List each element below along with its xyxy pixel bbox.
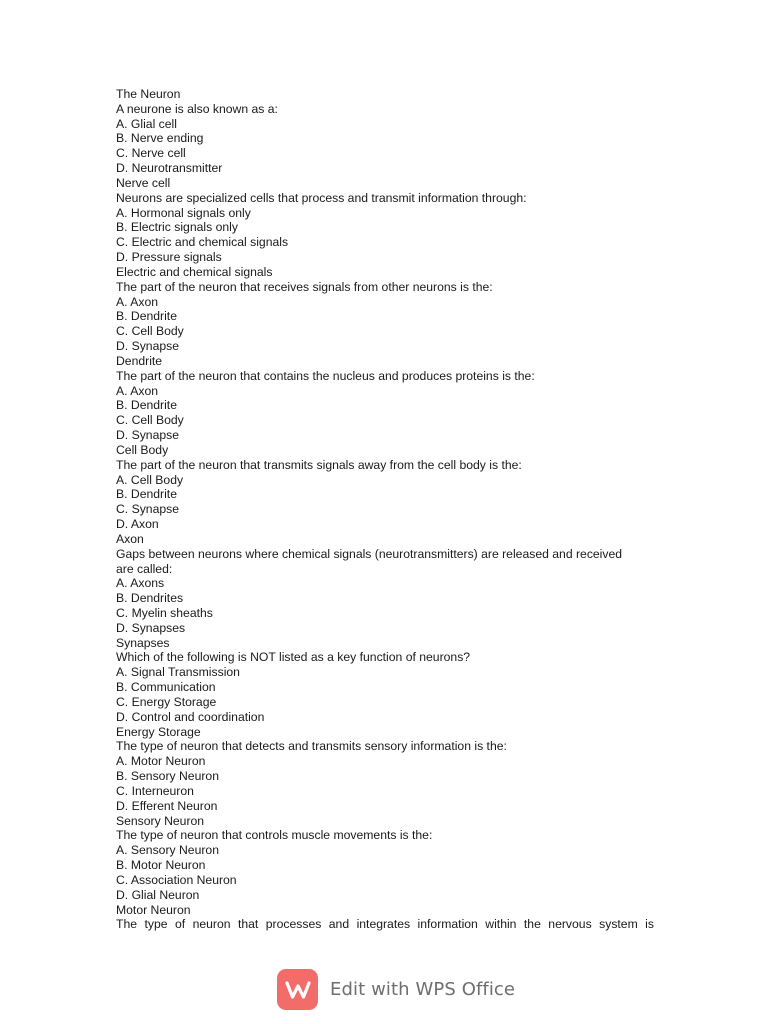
- document-line: Sensory Neuron: [116, 813, 205, 828]
- document-line: D. Synapse: [116, 428, 180, 443]
- document-line: Cell Body: [116, 442, 169, 457]
- document-line: The Neuron: [116, 87, 181, 101]
- document-line: B. Dendrite: [116, 487, 177, 502]
- document-line: The part of the neuron that receives signals from other neurons is the:: [116, 279, 493, 294]
- document-line: B. Sensory Neuron: [116, 769, 219, 784]
- document-line: C. Nerve cell: [116, 146, 186, 161]
- document-line: Dendrite: [116, 353, 163, 368]
- document-line: Energy Storage: [116, 724, 201, 739]
- document-line: The type of neuron that processes and integrates information within the nervous system is: [116, 917, 654, 932]
- document-line: Electric and chemical signals: [116, 264, 273, 279]
- document-line: A. Cell Body: [116, 472, 184, 487]
- wps-edit-banner[interactable]: [277, 969, 515, 1010]
- document-line: C. Electric and chemical signals: [116, 235, 289, 250]
- document-line: The part of the neuron that transmits signals away from the cell body is the:: [116, 457, 522, 472]
- document-line: A. Signal Transmission: [116, 665, 240, 680]
- document-line: A. Motor Neuron: [116, 754, 206, 769]
- document-line: A. Glial cell: [116, 116, 177, 131]
- document-line: B. Dendrite: [116, 398, 177, 413]
- document-line: The type of neuron that detects and transmits sensory information is the:: [116, 739, 507, 754]
- document-line: A. Sensory Neuron: [116, 843, 219, 858]
- document-line: C. Association Neuron: [116, 872, 237, 887]
- document-line: Axon: [116, 531, 144, 546]
- document-line: A neurone is also known as a:: [116, 101, 278, 116]
- document-line: C. Synapse: [116, 502, 180, 517]
- document-line: D. Synapse: [116, 339, 180, 354]
- document-line: D. Synapses: [116, 620, 186, 635]
- document-line: D. Axon: [116, 517, 159, 532]
- document-line: Gaps between neurons where chemical signals (neurotransmitters) are released and received: [116, 546, 623, 561]
- document-body: [116, 87, 654, 932]
- document-line: A. Hormonal signals only: [116, 205, 251, 220]
- document-line: B. Nerve ending: [116, 131, 204, 146]
- document-line: D. Control and coordination: [116, 709, 265, 724]
- document-line: C. Myelin sheaths: [116, 605, 213, 620]
- document-line: B. Dendrites: [116, 591, 184, 606]
- document-line: Which of the following is NOT listed as a key function of neurons?: [116, 650, 471, 665]
- document-line: A. Axons: [116, 576, 165, 591]
- document-line: D. Neurotransmitter: [116, 161, 223, 176]
- wps-office-logo-icon[interactable]: [277, 969, 318, 1010]
- document-line: B. Communication: [116, 680, 216, 695]
- wps-w-glyph-icon: [285, 980, 311, 1000]
- document-line: C. Cell Body: [116, 413, 184, 428]
- document-line: C. Energy Storage: [116, 694, 217, 709]
- document-line: Nerve cell: [116, 175, 171, 190]
- document-line: D. Glial Neuron: [116, 887, 200, 902]
- document-line: Motor Neuron: [116, 902, 191, 917]
- document-line: D. Efferent Neuron: [116, 798, 218, 813]
- document-line: B. Electric signals only: [116, 220, 238, 235]
- document-line: The type of neuron that controls muscle movements is the:: [116, 828, 433, 843]
- document-line: Synapses: [116, 635, 170, 650]
- document-line: D. Pressure signals: [116, 250, 222, 265]
- document-line: B. Motor Neuron: [116, 858, 206, 873]
- edit-with-wps-label[interactable]: Edit with WPS Office: [330, 979, 516, 1000]
- document-line: Neurons are specialized cells that process and transmit information through:: [116, 190, 527, 205]
- document-line: C. Cell Body: [116, 324, 184, 339]
- document-line: are called:: [116, 561, 173, 576]
- document-line: A. Axon: [116, 383, 159, 398]
- document-line: The part of the neuron that contains the nucleus and produces proteins is the:: [116, 368, 535, 383]
- document-line: B. Dendrite: [116, 309, 177, 324]
- document-line: C. Interneuron: [116, 783, 194, 798]
- document-line: A. Axon: [116, 294, 159, 309]
